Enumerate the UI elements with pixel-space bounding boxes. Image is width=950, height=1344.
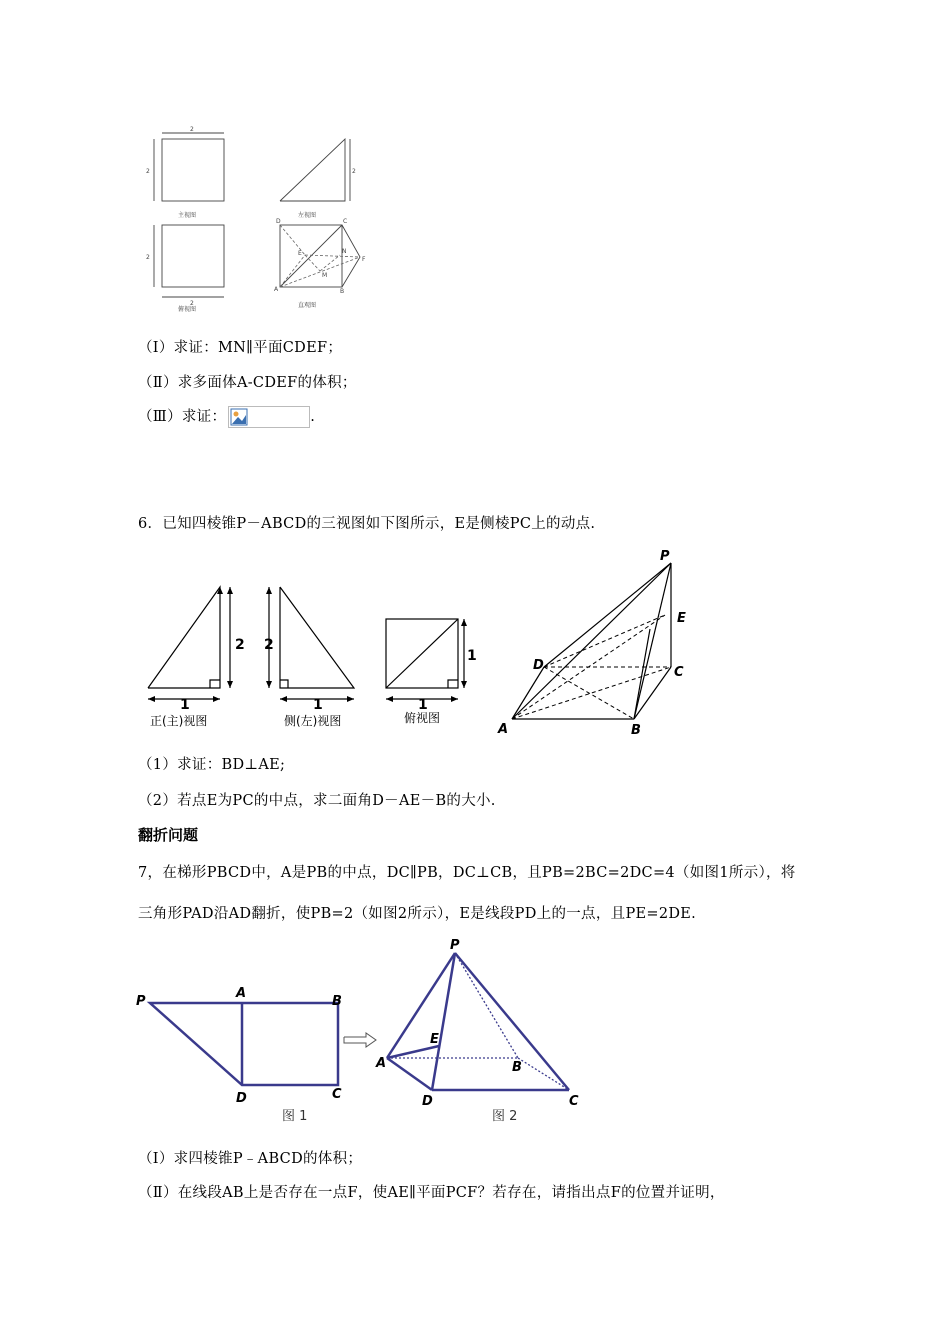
top-height-number: 1 — [467, 648, 477, 664]
fig2-vertex-p: P — [450, 938, 460, 953]
q7-part1: （Ⅰ）求四棱锥P﹣ABCD的体积； — [138, 1151, 363, 1167]
problem5-three-views-figure — [140, 125, 380, 315]
fig5-vertex-n: N — [342, 248, 347, 255]
side-height-number: 2 — [264, 637, 274, 653]
fig5-vertex-e: E — [298, 250, 302, 257]
q5-part3-suffix: . — [310, 409, 316, 425]
fig2-vertex-e: E — [430, 1032, 439, 1047]
fig5-vertex-c: C — [343, 218, 348, 225]
q6-part2: （2）若点E为PC的中点，求二面角D－AE－B的大小. — [138, 793, 496, 809]
q6-vertex-b: B — [631, 723, 641, 738]
front-view-triangle — [148, 587, 220, 688]
q5-part3-prefix: （Ⅲ）求证： — [138, 409, 227, 425]
trapezoid-pbcd — [150, 1003, 338, 1085]
top-view-caption: 俯视图 — [178, 306, 197, 313]
front-view-square — [162, 139, 224, 201]
fig1-vertex-d: D — [236, 1091, 247, 1106]
problem7-folding-figure — [132, 935, 592, 1130]
q6-top-view-caption: 俯视图 — [404, 711, 441, 725]
q6-vertex-c: C — [674, 665, 684, 680]
fig2-caption: 图 2 — [492, 1109, 518, 1124]
q6-stem: 6．已知四棱锥P－ABCD的三视图如下图所示，E是侧棱PC上的动点. — [138, 516, 596, 532]
intuitive-view-caption: 直观图 — [298, 302, 317, 309]
fig5-vertex-f: F — [362, 256, 366, 263]
q7-stem-line2: 三角形PAD沿AD翻折，使PB=2（如图2所示），E是线段PD上的一点，且PE=2DE. — [138, 906, 697, 922]
broken-image-icon — [228, 406, 310, 428]
fold-arrow-icon — [344, 1033, 376, 1047]
top-width-number: 1 — [418, 697, 428, 713]
fig5-vertex-d: D — [276, 218, 281, 225]
q6-front-view-caption: 正(主)视图 — [150, 714, 208, 728]
problem6-three-views-figure — [140, 545, 700, 740]
q6-vertex-d: D — [533, 658, 544, 673]
left-view-triangle — [280, 139, 345, 201]
q7-stem-line1: 7，在梯形PBCD中，A是PB的中点，DC∥PB，DC⊥CB，且PB=2BC=2DC=4（如图1所示），将 — [138, 865, 796, 881]
q7-part2: （Ⅱ）在线段AB上是否存在一点F，使AE∥平面PCF？若存在，请指出点F的位置并证明， — [138, 1185, 725, 1201]
fig2-vertex-b: B — [512, 1060, 522, 1075]
q6-part1: （1）求证：BD⊥AE; — [138, 757, 286, 773]
front-view-caption: 主视图 — [178, 212, 197, 219]
top-height-label: 2 — [146, 254, 150, 261]
side-width-number: 1 — [313, 697, 323, 713]
fig5-vertex-m: M — [322, 272, 328, 279]
fig1-vertex-a: A — [236, 986, 247, 1001]
left-view-caption: 左视图 — [298, 212, 317, 219]
fig5-vertex-b: B — [340, 288, 345, 295]
front-width-label: 2 — [190, 126, 194, 133]
fig2-vertex-c: C — [569, 1094, 579, 1109]
fig2-vertex-d: D — [422, 1094, 433, 1109]
side-view-triangle — [280, 587, 354, 688]
q6-vertex-e: E — [677, 611, 686, 626]
front-width-number: 1 — [180, 697, 190, 713]
top-view-square — [162, 225, 224, 287]
q5-part3 — [138, 405, 315, 428]
top-width-label: 2 — [190, 300, 194, 307]
q5-part2: （Ⅱ）求多面体A-CDEF的体积； — [138, 375, 357, 391]
q6-side-view-caption: 侧(左)视图 — [284, 714, 342, 728]
q6-vertex-p: P — [660, 549, 670, 564]
fig1-caption: 图 1 — [282, 1109, 308, 1124]
front-height-label: 2 — [146, 168, 150, 175]
fig5-vertex-a: A — [274, 286, 279, 293]
fig1-vertex-c: C — [332, 1087, 342, 1102]
section-title: 翻折问题 — [138, 826, 199, 844]
fig1-vertex-b: B — [332, 994, 342, 1009]
q5-part1: （Ⅰ）求证：MN∥平面CDEF； — [138, 340, 343, 356]
fig2-vertex-a: A — [376, 1056, 387, 1071]
left-height-label: 2 — [352, 168, 356, 175]
q6-vertex-a: A — [498, 722, 509, 737]
fig1-vertex-p: P — [136, 994, 146, 1009]
front-height-number: 2 — [235, 637, 245, 653]
